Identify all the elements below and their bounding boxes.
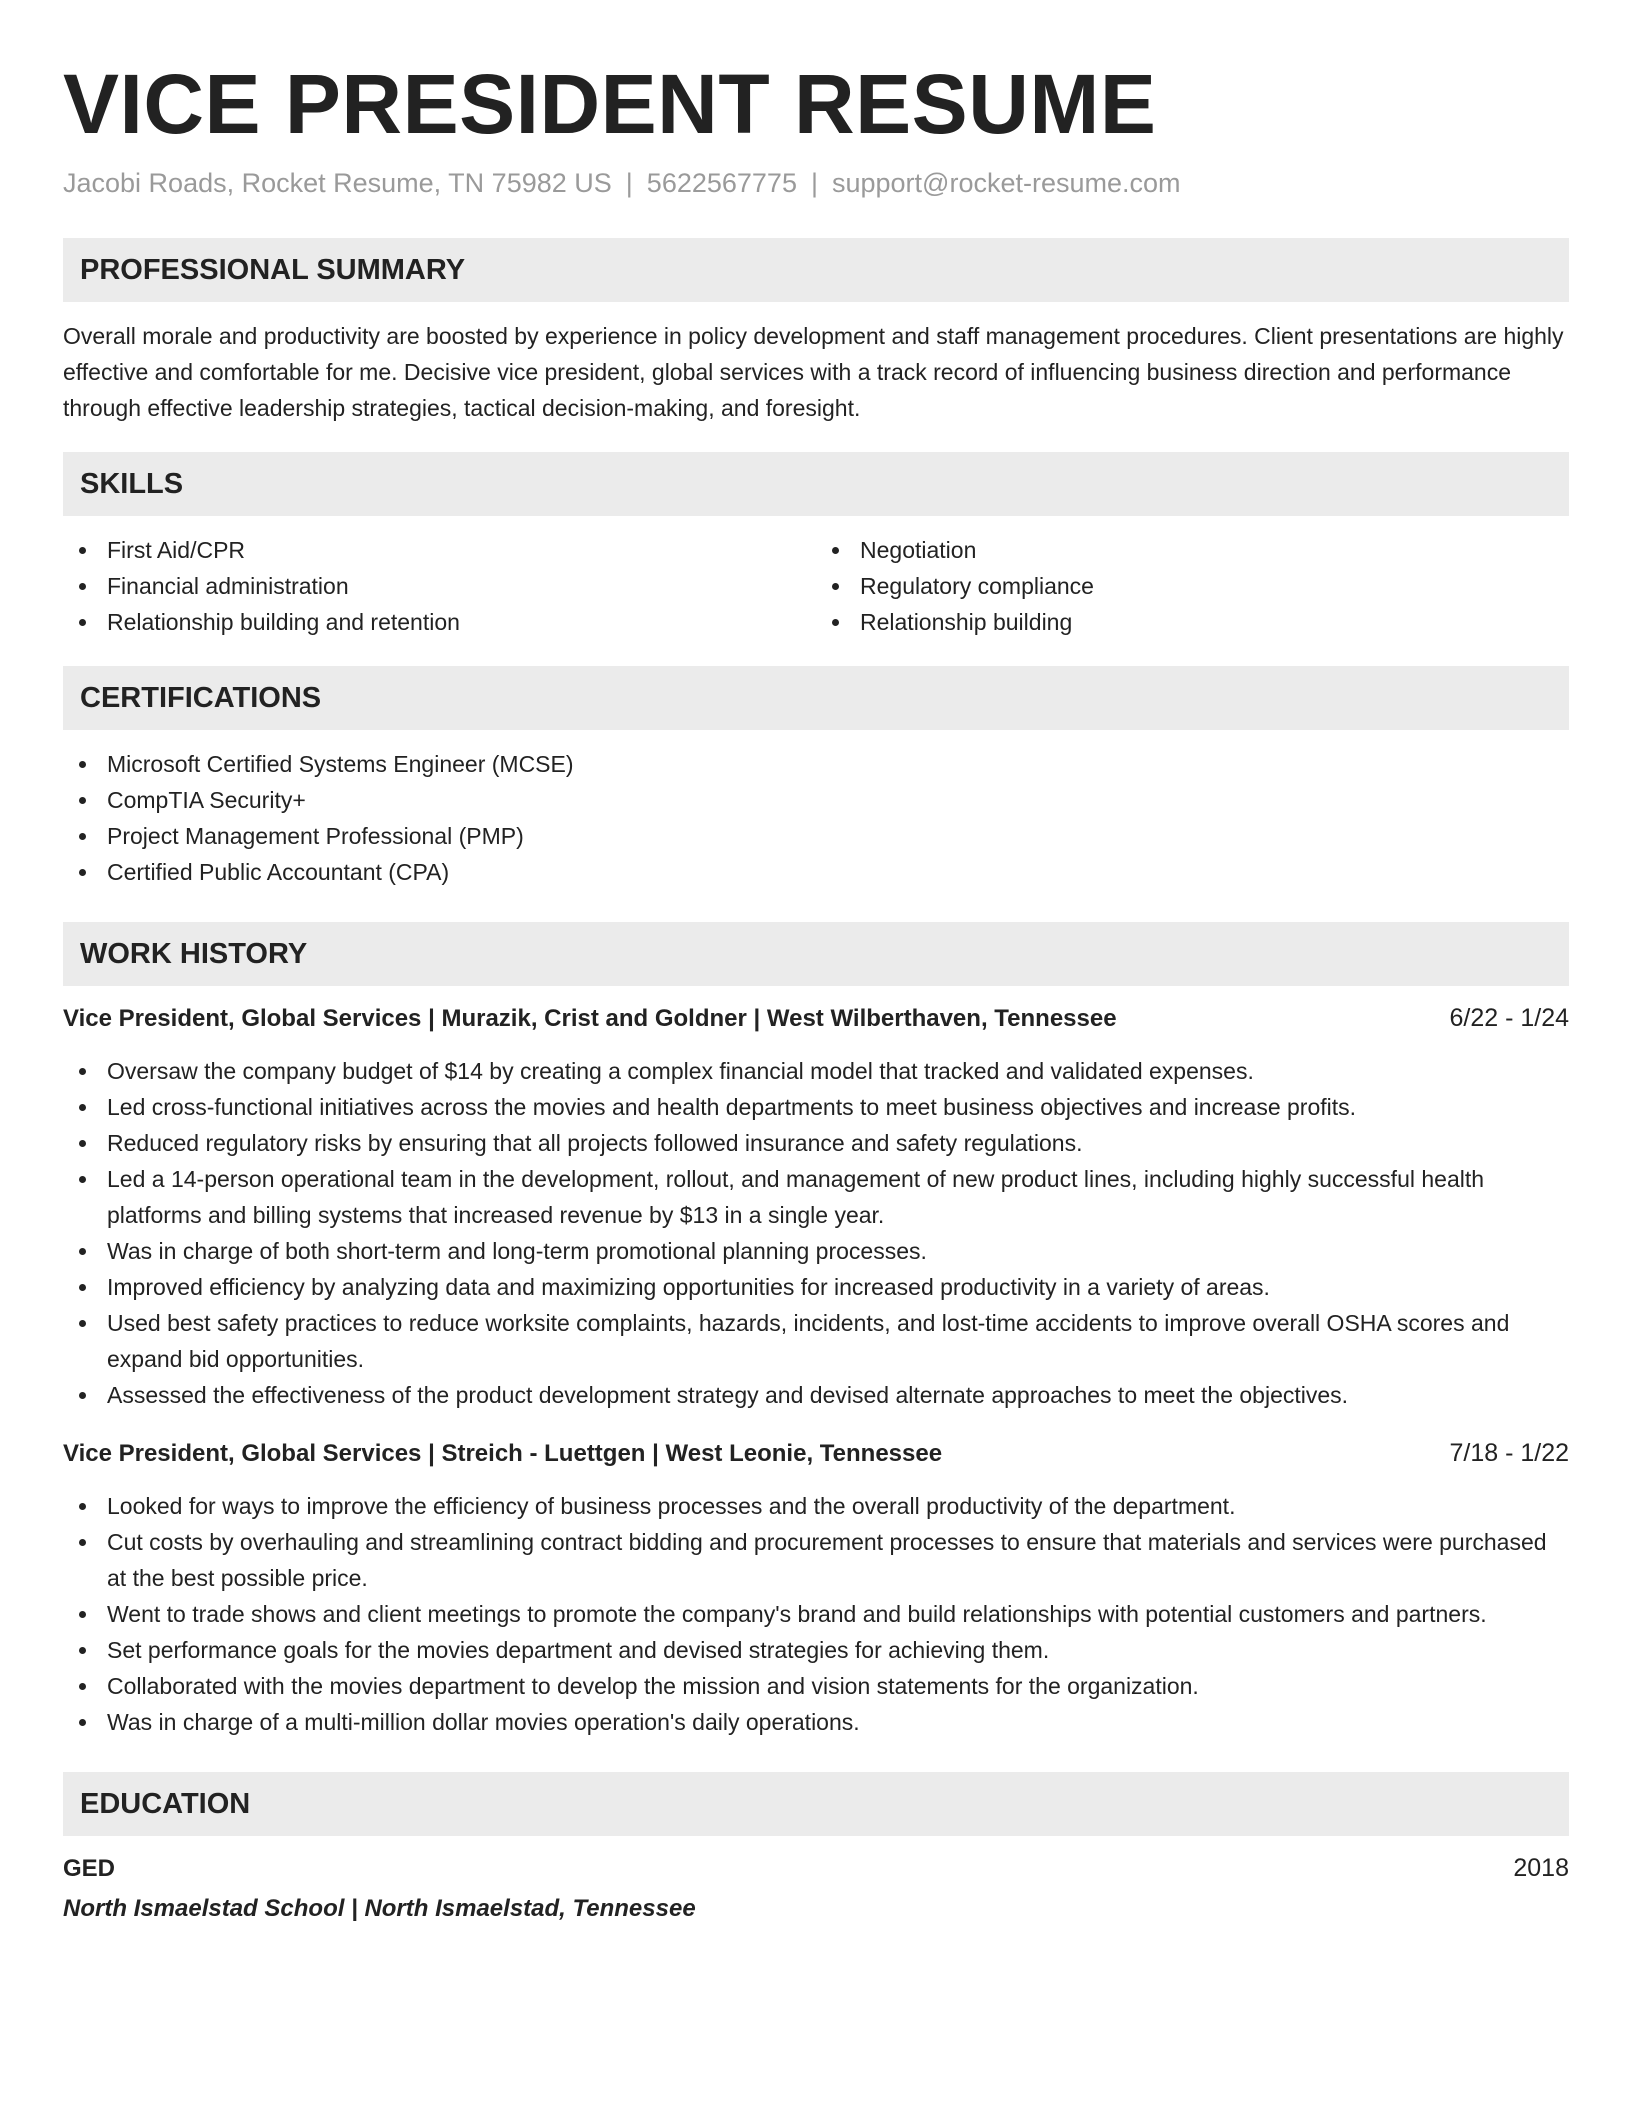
skills-list-right bbox=[816, 532, 1569, 640]
job-bullet: Was in charge of a multi-million dollar movies operation's daily operations. bbox=[63, 1704, 1569, 1740]
contact-line bbox=[63, 166, 1569, 200]
summary-text: Overall morale and productivity are boosted by experience in policy development and staff management procedures. Client presentations are highly effective and comfortable for me. Decisive vice president, global services with a track record of influencing business direction and performance through effective leadership strategies, tactical decision-making, and foresight. bbox=[63, 323, 1564, 421]
section-header-certifications: CERTIFICATIONS bbox=[63, 666, 1569, 730]
job-bullet: Reduced regulatory risks by ensuring that all projects followed insurance and safety regulations. bbox=[63, 1125, 1569, 1161]
certification-item: CompTIA Security+ bbox=[63, 782, 1569, 818]
job-title: Vice President, Global Services | Streich - Luettgen | West Leonie, Tennessee bbox=[63, 1440, 943, 1467]
education-year: 2018 bbox=[1513, 1854, 1569, 1882]
contact-phone: 5622567775 bbox=[646, 168, 797, 198]
certification-item: Microsoft Certified Systems Engineer (MCSE) bbox=[63, 746, 1569, 782]
skill-item: Relationship building and retention bbox=[63, 604, 816, 640]
section-header-work-history: WORK HISTORY bbox=[63, 922, 1569, 986]
contact-separator: | bbox=[625, 168, 633, 198]
job-title: Vice President, Global Services | Murazik, Crist and Goldner | West Wilberthaven, Tennessee bbox=[63, 1005, 1117, 1032]
job-bullet: Assessed the effectiveness of the product development strategy and devised alternate approaches to meet the objectives. bbox=[63, 1377, 1569, 1413]
education-entry bbox=[63, 1850, 1569, 1927]
certification-item: Certified Public Accountant (CPA) bbox=[63, 854, 1569, 890]
job-dates: 7/18 - 1/22 bbox=[1449, 1439, 1569, 1467]
job-bullet: Set performance goals for the movies department and devised strategies for achieving them. bbox=[63, 1632, 1569, 1668]
section-header-summary: PROFESSIONAL SUMMARY bbox=[63, 238, 1569, 302]
education-header bbox=[63, 1850, 1569, 1887]
section-header-education: EDUCATION bbox=[63, 1772, 1569, 1836]
job-bullet: Led cross-functional initiatives across the movies and health departments to meet business objectives and increase profits. bbox=[63, 1089, 1569, 1125]
skills-column-right bbox=[816, 532, 1569, 640]
skill-item: Negotiation bbox=[816, 532, 1569, 568]
job-bullets bbox=[63, 1053, 1569, 1413]
skills-grid bbox=[63, 532, 1569, 640]
job-bullet: Oversaw the company budget of $14 by creating a complex financial model that tracked and validated expenses. bbox=[63, 1053, 1569, 1089]
certification-item: Project Management Professional (PMP) bbox=[63, 818, 1569, 854]
job-bullet: Cut costs by overhauling and streamlining contract bidding and procurement processes to ensure that materials and services were purchased at the best possible price. bbox=[63, 1524, 1569, 1596]
skills-list-left bbox=[63, 532, 816, 640]
section-header-skills: SKILLS bbox=[63, 452, 1569, 516]
contact-separator: | bbox=[810, 168, 818, 198]
skill-item: Financial administration bbox=[63, 568, 816, 604]
job-bullet: Collaborated with the movies department to develop the mission and vision statements for the organization. bbox=[63, 1668, 1569, 1704]
education-degree: GED bbox=[63, 1855, 116, 1882]
job-entry bbox=[63, 1435, 1569, 1740]
job-bullet: Used best safety practices to reduce worksite complaints, hazards, incidents, and lost-time accidents to improve overall OSHA scores and expand bid opportunities. bbox=[63, 1305, 1569, 1377]
skills-column-left bbox=[63, 532, 816, 640]
education-school: North Ismaelstad School | North Ismaelstad, Tennessee bbox=[63, 1895, 696, 1922]
contact-email: support@rocket-resume.com bbox=[831, 168, 1181, 198]
job-bullet: Went to trade shows and client meetings to promote the company's brand and build relationships with potential customers and partners. bbox=[63, 1596, 1569, 1632]
job-bullets bbox=[63, 1488, 1569, 1740]
skill-item: First Aid/CPR bbox=[63, 532, 816, 568]
resume-title: VICE PRESIDENT RESUME bbox=[63, 57, 1157, 151]
certifications-list bbox=[63, 746, 1569, 890]
job-bullet: Looked for ways to improve the efficiency of business processes and the overall productivity of the department. bbox=[63, 1488, 1569, 1524]
job-header bbox=[63, 1435, 1569, 1472]
job-bullet: Improved efficiency by analyzing data and maximizing opportunities for increased productivity in a variety of areas. bbox=[63, 1269, 1569, 1305]
skill-item: Relationship building bbox=[816, 604, 1569, 640]
job-dates: 6/22 - 1/24 bbox=[1449, 1004, 1569, 1032]
skill-item: Regulatory compliance bbox=[816, 568, 1569, 604]
job-entry bbox=[63, 1000, 1569, 1413]
job-bullet: Was in charge of both short-term and long-term promotional planning processes. bbox=[63, 1233, 1569, 1269]
job-header bbox=[63, 1000, 1569, 1037]
contact-address: Jacobi Roads, Rocket Resume, TN 75982 US bbox=[63, 168, 612, 198]
job-bullet: Led a 14-person operational team in the development, rollout, and management of new product lines, including highly successful health platforms and billing systems that increased revenue by $13 in a single year. bbox=[63, 1161, 1569, 1233]
